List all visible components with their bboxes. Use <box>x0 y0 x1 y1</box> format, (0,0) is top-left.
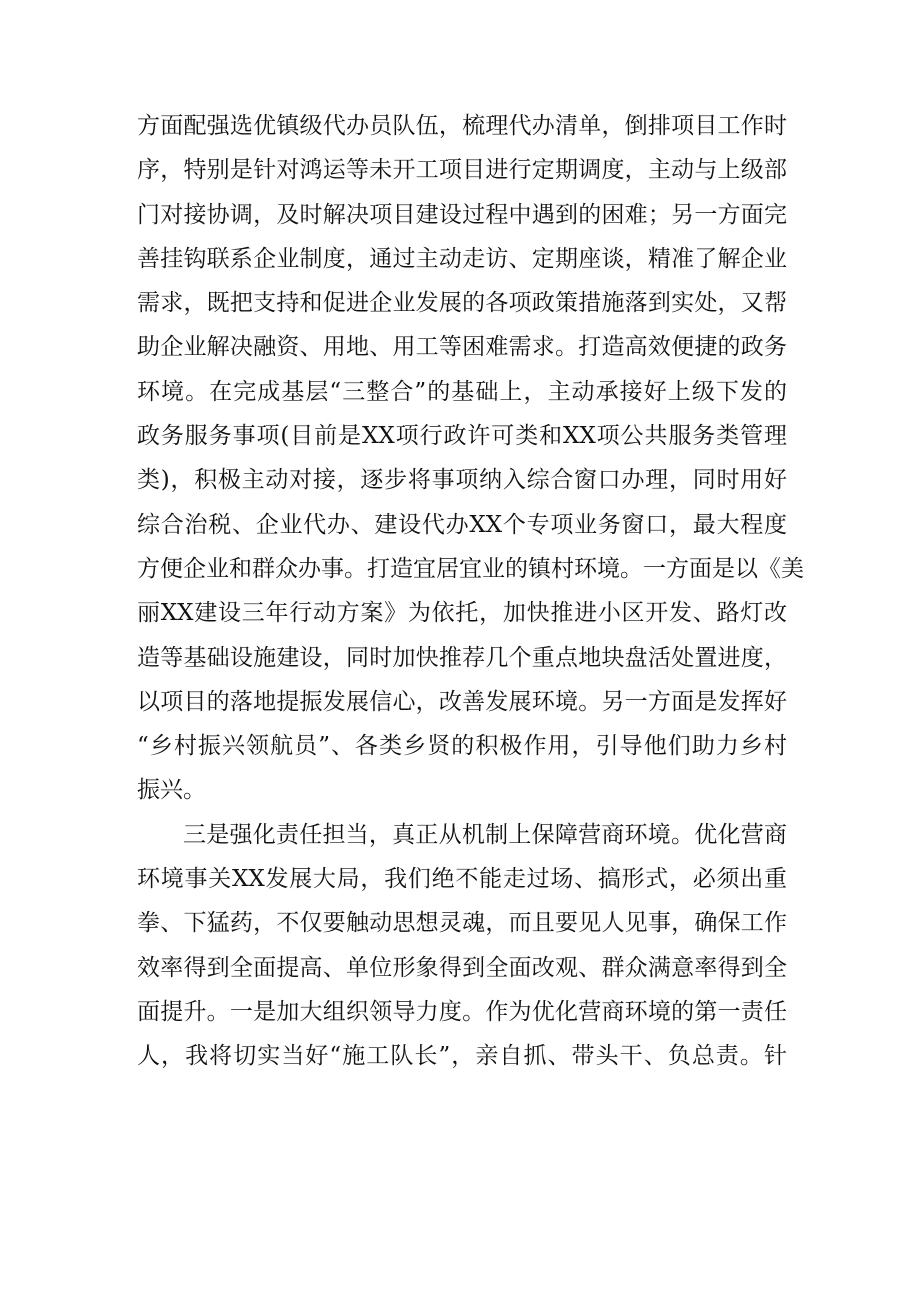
document-body <box>137 104 804 1079</box>
text-line: 造等基础设施建设，同时加快推荐几个重点地块盘活处置进度， <box>137 644 787 671</box>
text-line: 环境。在完成基层“三整合”的基础上，主动承接好上级下发的 <box>137 378 787 405</box>
text-line-last: 振兴。 <box>137 777 206 804</box>
text-line: 人，我将切实当好“施工队长”，亲自抓、带头干、负总责。针 <box>137 1043 787 1070</box>
text-line: 类)，积极主动对接，逐步将事项纳入综合窗口办理，同时用好 <box>137 467 787 494</box>
text-line-indented: 三是强化责任担当，真正从机制上保障营商环境。优化营商 <box>183 821 787 848</box>
text-line: 丽XX建设三年行动方案》为依托，加快推进小区开发、路灯改 <box>137 600 787 627</box>
text-line: 序，特别是针对鸿运等未开工项目进行定期调度，主动与上级部 <box>137 157 787 184</box>
text-line: 助企业解决融资、用地、用工等困难需求。打造高效便捷的政务 <box>137 334 787 361</box>
paragraph <box>137 813 787 1079</box>
text-line: 方面配强选优镇级代办员队伍，梳理代办清单，倒排项目工作时 <box>137 113 787 139</box>
text-line: 需求，既把支持和促进企业发展的各项政策措施落到实处，又帮 <box>137 290 787 317</box>
text-line: 效率得到全面提高、单位形象得到全面改观、群众满意率得到全 <box>137 954 787 981</box>
text-line: 环境事关XX发展大局，我们绝不能走过场、搞形式，必须出重 <box>137 866 787 893</box>
text-line: 面提升。一是加大组织领导力度。作为优化营商环境的第一责任 <box>137 998 787 1025</box>
text-line: 方便企业和群众办事。打造宜居宜业的镇村环境。一方面是以《美 <box>137 555 804 582</box>
text-line: 门对接协调，及时解决项目建设过程中遇到的困难；另一方面完 <box>137 201 787 228</box>
paragraph <box>137 104 804 813</box>
text-line: 拳、下猛药，不仅要触动思想灵魂，而且要见人见事，确保工作 <box>137 910 787 937</box>
text-line: 以项目的落地提振发展信心，改善发展环境。另一方面是发挥好 <box>137 688 787 715</box>
text-line: “乡村振兴领航员”、各类乡贤的积极作用，引导他们助力乡村 <box>137 733 787 760</box>
text-line: 善挂钩联系企业制度，通过主动走访、定期座谈，精准了解企业 <box>137 245 787 272</box>
text-line: 综合治税、企业代办、建设代办XX个专项业务窗口，最大程度 <box>137 511 787 538</box>
text-line: 政务服务事项(目前是XX项行政许可类和XX项公共服务类管理 <box>137 423 787 450</box>
